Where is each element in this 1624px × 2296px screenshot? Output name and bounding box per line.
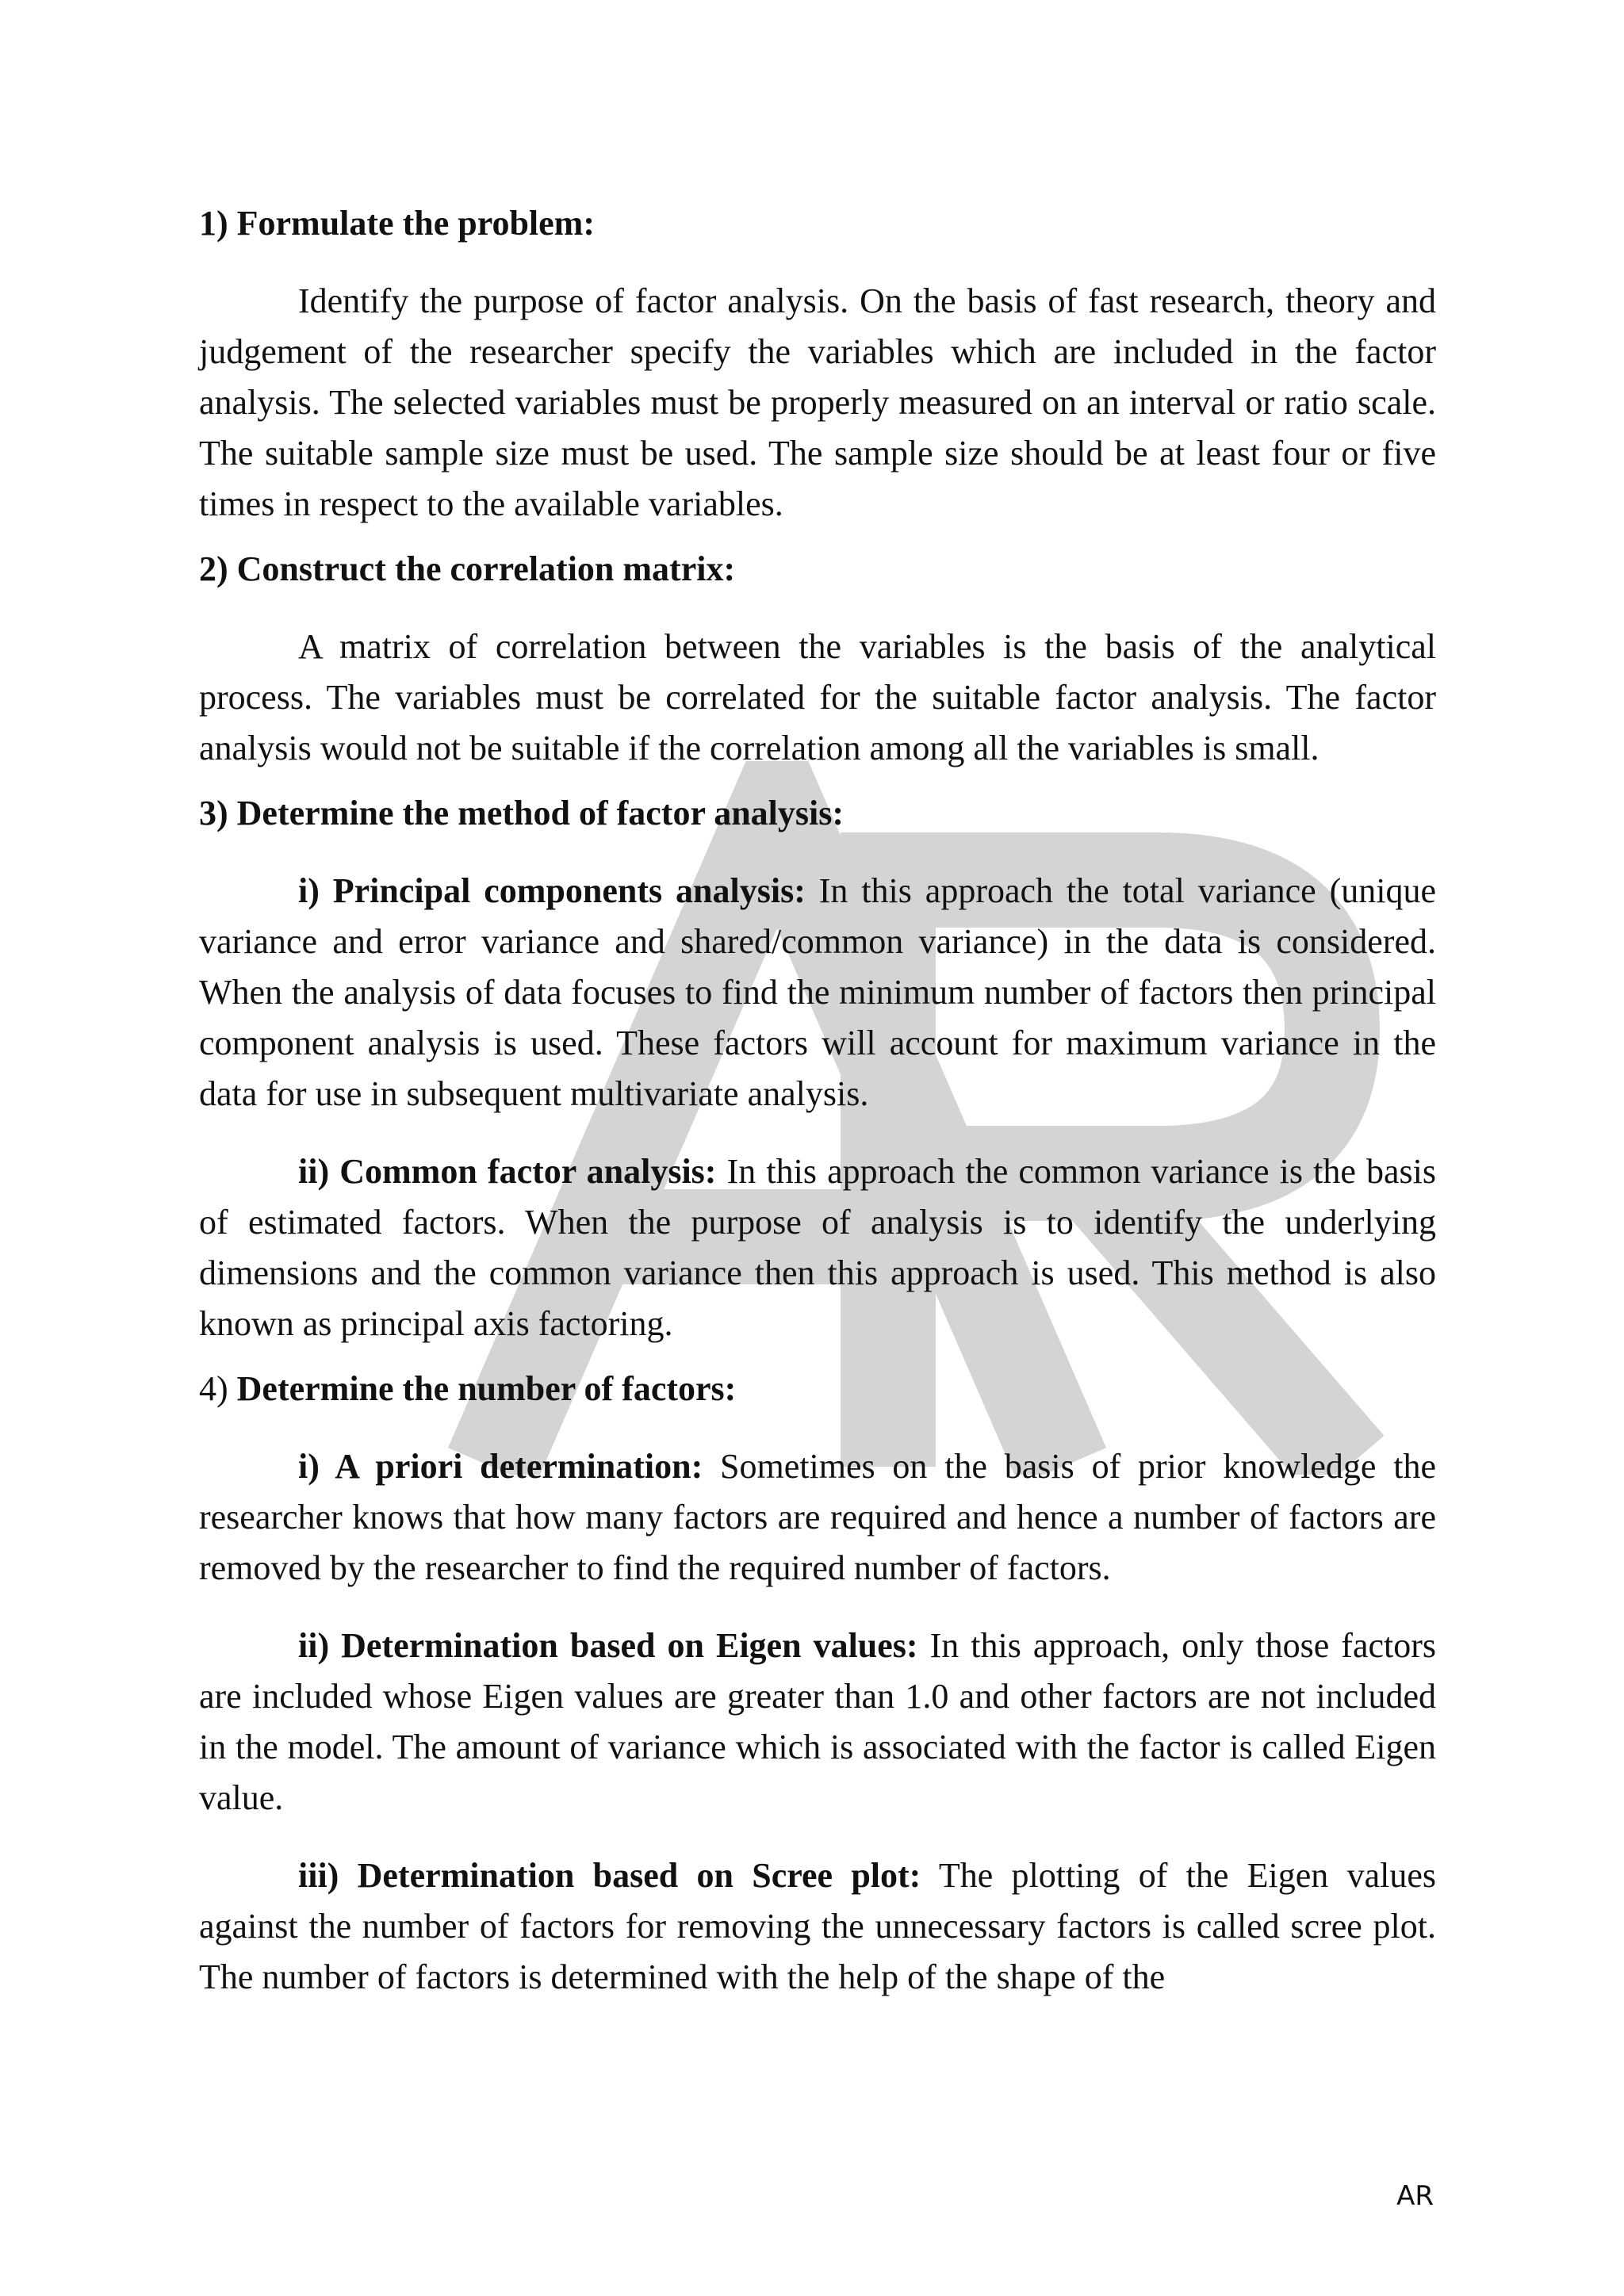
footer-page-mark: AR [1396, 2180, 1434, 2212]
paragraph-formulate: Identify the purpose of factor analysis. On the basis of fast research, theory and judgement of the researcher specify the variables which are included in the factor analysis. The selected variables must be properly measured on an interval or ratio scale. The suitable sample size must be used. The sample size should be at least four or five times in respect to the available variables. [199, 281, 1436, 523]
paragraph-correlation: A matrix of correlation between the variables is the basis of the analytical process. The variables must be correlated for the suitable factor analysis. The factor analysis would not be suitable if the correlation among all the variables is small. [199, 627, 1436, 767]
section-heading-method: 3) Determine the method of factor analysis: [199, 794, 845, 832]
term-a-priori: i) A priori determination: [298, 1447, 703, 1486]
heading-text: Determine the number of factors: [236, 1369, 737, 1408]
term-scree-plot: iii) Determination based on Scree plot: [298, 1856, 921, 1895]
heading-number: 4) [199, 1369, 237, 1408]
text-common-factor: In this approach the common variance is the basis of estimated factors. When the purpose of analysis is to identify the underlying dimensions and the common variance then this approach is used. This method is also known as principal axis factoring. [199, 1152, 1436, 1343]
text-a-priori: Sometimes on the basis of prior knowledge the researcher knows that how many factors are required and hence a number of factors are removed by the researcher to find the required number of factors. [199, 1447, 1436, 1587]
paragraph-common-factor [199, 1146, 1436, 1349]
paragraph-eigen-values [199, 1621, 1436, 1823]
text-eigen-values: In this approach, only those factors are included whose Eigen values are greater than 1.0 and other factors are not included in the model. The amount of variance which is associated with the factor is called Eigen value. [199, 1626, 1437, 1817]
paragraph-scree-plot [199, 1850, 1436, 2003]
term-principal-components: i) Principal components analysis: [298, 871, 806, 910]
text-scree-plot: The plotting of the Eigen values against the number of factors for removing the unnecessary factors is called scree plot. The number of factors is determined with the help of the shape of the [199, 1856, 1436, 1996]
text-principal-components: In this approach the total variance (unique variance and error variance and shared/common variance) in the data is considered. When the analysis of data focuses to find the minimum number of factors then principal component analysis is used. These factors will account for maximum variance in the data for use in subsequent multivariate analysis. [199, 871, 1436, 1113]
document-page [199, 198, 1436, 2003]
section-heading-formulate: 1) Formulate the problem: [199, 204, 595, 243]
term-eigen-values: ii) Determination based on Eigen values: [298, 1626, 918, 1665]
paragraph-a-priori [199, 1441, 1436, 1594]
section-heading-number-of-factors [199, 1364, 1436, 1414]
paragraph-principal-components [199, 866, 1436, 1119]
section-heading-correlation: 2) Construct the correlation matrix: [199, 549, 736, 588]
term-common-factor: ii) Common factor analysis: [298, 1152, 717, 1191]
